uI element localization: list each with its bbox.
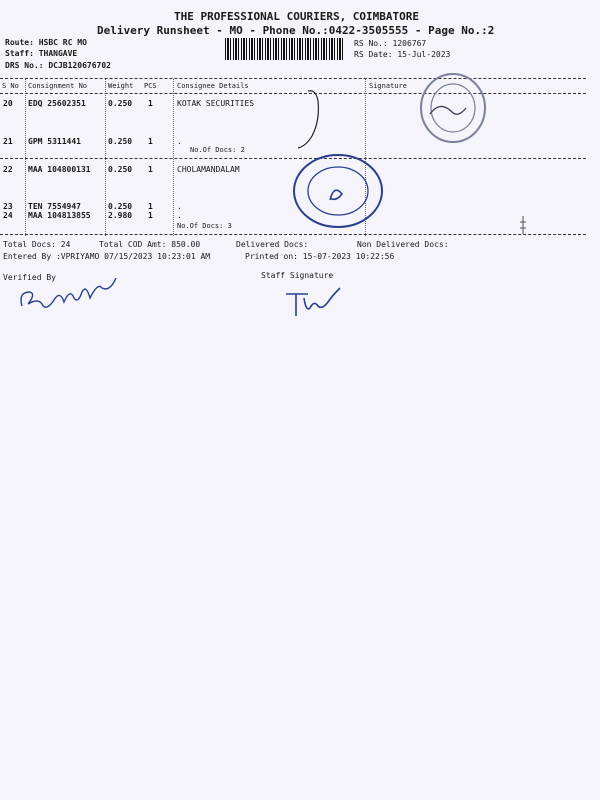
row-weight: 0.250	[108, 137, 133, 146]
kotak-stamp	[418, 70, 488, 146]
recipient-signature	[296, 86, 326, 156]
row-sno: 20	[3, 99, 13, 108]
entered-by: Entered By :VPRIYAMO 07/15/2023 10:23:01 AM	[3, 252, 211, 261]
printed-on: Printed on: 15-07-2023 10:22:56	[245, 252, 395, 261]
staff-signature	[282, 284, 346, 320]
row-sno: 24	[3, 211, 13, 220]
total-docs: Total Docs: 24	[3, 240, 71, 249]
row-consignment: TEN 7554947	[28, 202, 81, 211]
rs-date: RS Date: 15-Jul-2023	[354, 50, 451, 59]
row-weight: 0.250	[108, 165, 133, 174]
row-consignee: .	[177, 211, 182, 220]
col-consignment: Consignment No	[28, 82, 88, 90]
company-title: THE PROFESSIONAL COURIERS, COIMBATORE	[174, 10, 420, 23]
row-consignee: CHOLAMANDALAM	[177, 165, 240, 174]
col-weight: Weight	[108, 82, 134, 90]
row-weight: 2.980	[108, 211, 133, 220]
row-sno: 21	[3, 137, 13, 146]
row-consignee: .	[177, 202, 182, 211]
row-pcs: 1	[148, 99, 153, 108]
docs-count-note: No.Of Docs: 2	[190, 146, 245, 154]
row-consignment: MAA 104813855	[28, 211, 91, 220]
route-label: Route: HSBC RC MO	[5, 38, 87, 47]
row-pcs: 1	[148, 211, 153, 220]
runsheet-subtitle: Delivery Runsheet - MO - Phone No.:0422-3505555 - Page No.:2	[97, 24, 495, 37]
staff-label: Staff: THANGAVE	[5, 49, 78, 58]
cholamandalam-stamp	[290, 152, 386, 230]
staff-signature-label: Staff Signature	[261, 271, 334, 280]
rs-number: RS No.: 1206767	[354, 39, 427, 48]
drs-number: DRS No.: DCJB120676702	[5, 61, 111, 70]
col-sno: S No	[2, 82, 19, 90]
docs-count-note: No.Of Docs: 3	[177, 222, 232, 230]
row-weight: 0.250	[108, 202, 133, 211]
row-consignment: GPM 5311441	[28, 137, 81, 146]
row-sno: 22	[3, 165, 13, 174]
row-pcs: 1	[148, 165, 153, 174]
table-top-rule	[0, 78, 586, 79]
row-consignment: EDQ 25602351	[28, 99, 86, 108]
table-header-rule	[0, 93, 586, 94]
table-bottom-rule	[0, 234, 586, 235]
row-weight: 0.250	[108, 99, 133, 108]
non-delivered-docs: Non Delivered Docs:	[357, 240, 449, 249]
col-pcs: PCS	[144, 82, 157, 90]
row-sno: 23	[3, 202, 13, 211]
col-consignee: Consignee Details	[177, 82, 249, 90]
verifier-signature	[16, 278, 128, 320]
verified-by-label: Verified By	[3, 273, 56, 282]
col-signature: Signature	[369, 82, 407, 90]
barcode	[225, 38, 343, 60]
delivered-docs: Delivered Docs:	[236, 240, 309, 249]
row-consignee: .	[177, 137, 182, 146]
row-consignee: KOTAK SECURITIES	[177, 99, 255, 108]
total-cod-amount: Total COD Amt: 850.00	[99, 240, 201, 249]
margin-mark	[516, 214, 530, 238]
row-consignment: MAA 104800131	[28, 165, 91, 174]
row-pcs: 1	[148, 137, 153, 146]
row-pcs: 1	[148, 202, 153, 211]
